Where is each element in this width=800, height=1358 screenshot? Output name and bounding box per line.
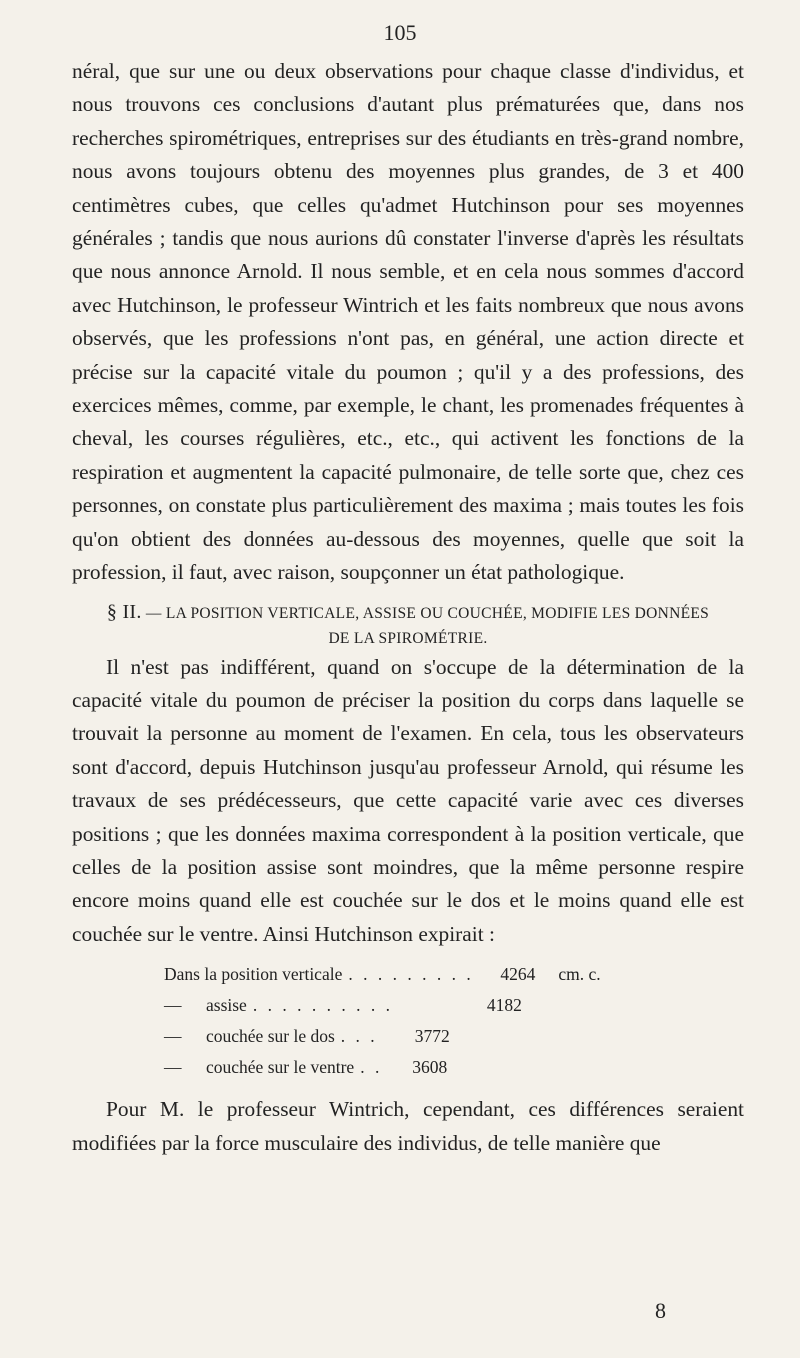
position-label-text: couchée sur le dos [206,1026,335,1047]
section-number: § II. [106,600,142,623]
measurement-table [72,959,744,1083]
paragraph-3: Pour M. le professeur Wintrich, cependant, ces différences seraient modifiées par la force musculaire des individus, de telle manière que [72,1097,744,1155]
section-title-line-2: DE LA SPIROMÉTRIE. [328,629,488,647]
leader-dots: . . . . . . . . . . [252,995,393,1016]
position-label [164,990,247,1021]
position-label [164,1052,354,1083]
table-row [72,959,744,990]
volume-value: 3608 [412,1057,448,1078]
volume-unit [537,990,545,1021]
volume-value: 4182 [486,995,522,1016]
position-label [164,1021,335,1052]
ditto-dash: — [164,1026,182,1047]
volume-unit [465,1021,473,1052]
page-body [72,55,744,1160]
position-label-text: couchée sur le ventre [206,1057,355,1078]
position-label-text: assise [206,995,247,1016]
table-row [72,1021,744,1052]
section-heading-line-1 [72,600,744,626]
table-row [72,1052,744,1083]
volume-unit: cm. c. [558,964,601,985]
section-heading [72,600,744,651]
leader-dots: . . . . . . . . . [348,964,474,985]
table-row [72,990,744,1021]
ditto-dash: — [164,1057,182,1078]
section-title-line-1: — LA POSITION VERTICALE, ASSISE OU COUCHÉE, MODIFIE LES DONNÉES [145,604,710,622]
page-number: 105 [383,20,417,45]
paragraph-2: Il n'est pas indifférent, quand on s'occupe de la détermination de la capacité vitale du poumon de préciser la position du corps dans laquelle se trouvait la personne au moment de l'examen. En cela, tous les observateurs sont d'accord, depuis Hutchinson jusqu'au professeur Arnold, qui résume les travaux de ses prédécesseurs, que cette capacité varie avec ces diverses positions ; que les données maxima correspondent à la position verticale, que celles de la position assise sont moindres, que la même personne respire encore moins quand elle est couchée sur le dos et le moins quand elle est couchée sur le ventre. Ainsi Hutchinson expirait : [72,654,744,946]
position-label: Dans la position verticale [164,964,343,985]
volume-value: 4264 [500,964,536,985]
volume-value: 3772 [414,1026,450,1047]
volume-unit [462,1052,470,1083]
leader-dots: . . . [340,1026,378,1047]
ditto-dash: — [164,995,182,1016]
signature-mark: 8 [655,1298,666,1323]
leader-dots: . . [360,1057,383,1078]
paragraph-1: néral, que sur une ou deux observations pour chaque classe d'individus, et nous trouvons ces conclusions d'autant plus prématurées que, dans nos recherches spirométriques, entreprises sur des étudiants en très-grand nombre, nous avons toujours obtenu des moyennes plus grandes, de 3 et 400 centimètres cubes, que celles qu'admet Hutchinson pour ses moyennes générales ; tandis que nous aurions dû constater l'inverse d'après les résultats que nous annonce Arnold. Il nous semble, et en cela nous sommes d'accord avec Hutchinson, le professeur Wintrich et les faits nombreux que nous avons observés, que les professions n'ont pas, en général, une action directe et précise sur la capacité vitale du poumon ; qu'il y a des professions, des exercices mêmes, comme, par exemple, le chant, les promenades fréquentes à cheval, les courses régulières, etc., etc., qui activent les fonctions de la respiration et augmentent la capacité pulmonaire, de telle sorte que, chez ces personnes, on constate plus particulièrement des maxima ; mais toutes les fois qu'on obtient des données au-dessous des moyennes, quelle que soit la profession, il faut, avec raison, soupçonner un état pathologique. [72,59,744,585]
